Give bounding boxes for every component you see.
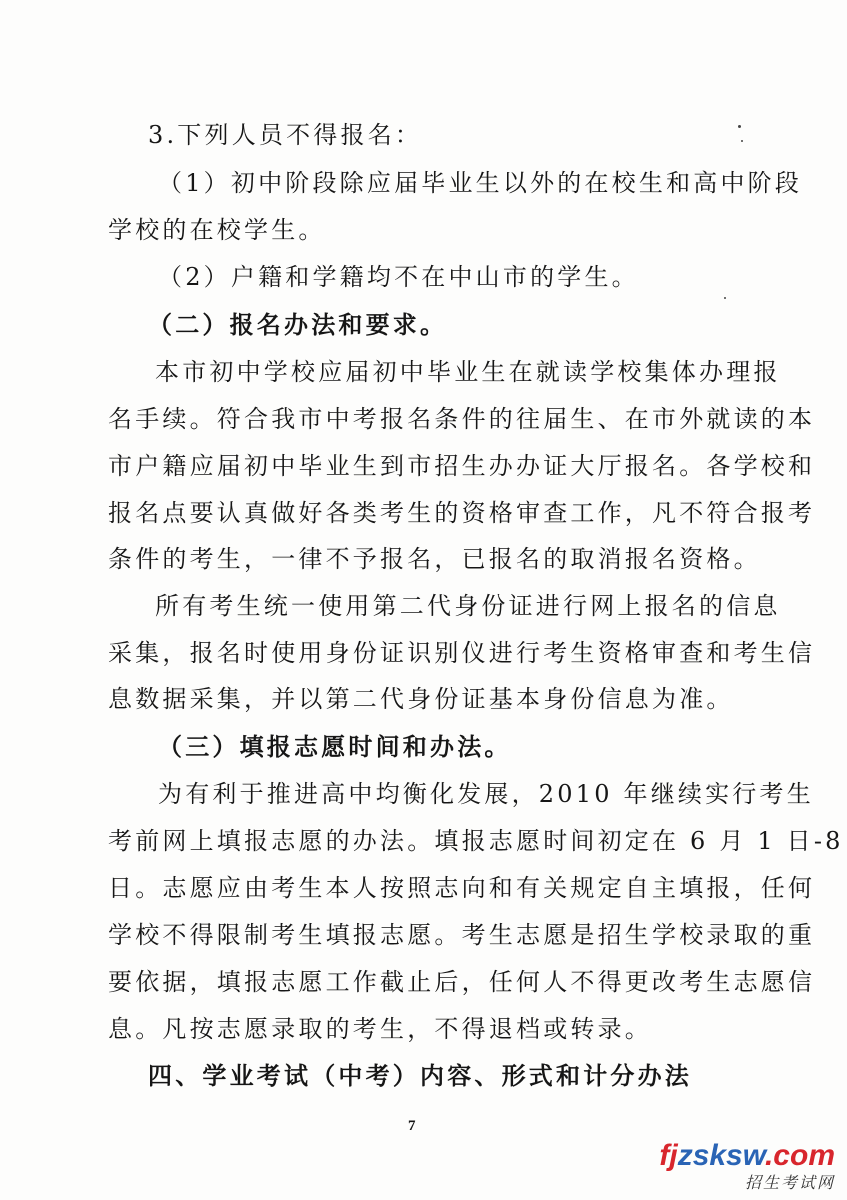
paragraph-line: 学校不得限制考生填报志愿。考生志愿是招生学校录取的重 (108, 921, 816, 949)
page-number: 7 (408, 1118, 416, 1134)
paragraph-line: 息。凡按志愿录取的考生，不得退档或转录。 (108, 1015, 652, 1043)
scan-speck (741, 140, 743, 142)
site-watermark (659, 1140, 835, 1193)
paragraph-line: 要依据，填报志愿工作截止后，任何人不得更改考生志愿信 (108, 968, 816, 996)
paragraph-line: 本市初中学校应届初中毕业生在就读学校集体办理报 (155, 358, 781, 386)
watermark-subtitle: 招生考试网 (744, 1173, 835, 1192)
scan-speck (738, 125, 741, 128)
paragraph-line: （2）户籍和学籍均不在中山市的学生。 (158, 263, 639, 291)
paragraph-line: 为有利于推进高中均衡化发展，2010 年继续实行考生 (158, 780, 814, 808)
paragraph-line: 报名点要认真做好各类考生的资格审查工作，凡不符合报考 (108, 499, 816, 527)
scan-speck (724, 297, 726, 299)
paragraph-line: 日。志愿应由考生本人按照志向和有关规定自主填报，任何 (108, 874, 816, 902)
section-heading-registration-method: （二）报名办法和要求。 (148, 310, 448, 339)
paragraph-line: 学校的在校学生。 (108, 216, 326, 244)
watermark-logo: fjzsksw.com (659, 1139, 835, 1172)
paragraph-line: 息数据采集，并以第二代身份证基本身份信息为准。 (108, 685, 734, 713)
paragraph-line: 市户籍应届初中毕业生到市招生办办证大厅报名。各学校和 (108, 452, 816, 480)
paragraph-line: （1）初中阶段除应届毕业生以外的在校生和高中阶段 (158, 169, 803, 197)
section-heading-exam-content: 四、学业考试（中考）内容、形式和计分办法 (148, 1061, 692, 1090)
heading-registration-restrictions: 3.下列人员不得报名： (148, 121, 423, 149)
paragraph-line: 条件的考生，一律不予报名，已报名的取消报名资格。 (108, 545, 761, 573)
paragraph-line: 采集，报名时使用身份证识别仪进行考生资格审查和考生信 (108, 639, 816, 667)
section-heading-application-time: （三）填报志愿时间和办法。 (158, 732, 512, 761)
paragraph-line: 考前网上填报志愿的办法。填报志愿时间初定在 6 月 1 日-8 (108, 827, 844, 855)
paragraph-line: 所有考生统一使用第二代身份证进行网上报名的信息 (155, 592, 781, 620)
paragraph-line: 名手续。符合我市中考报名条件的往届生、在市外就读的本 (108, 405, 816, 433)
